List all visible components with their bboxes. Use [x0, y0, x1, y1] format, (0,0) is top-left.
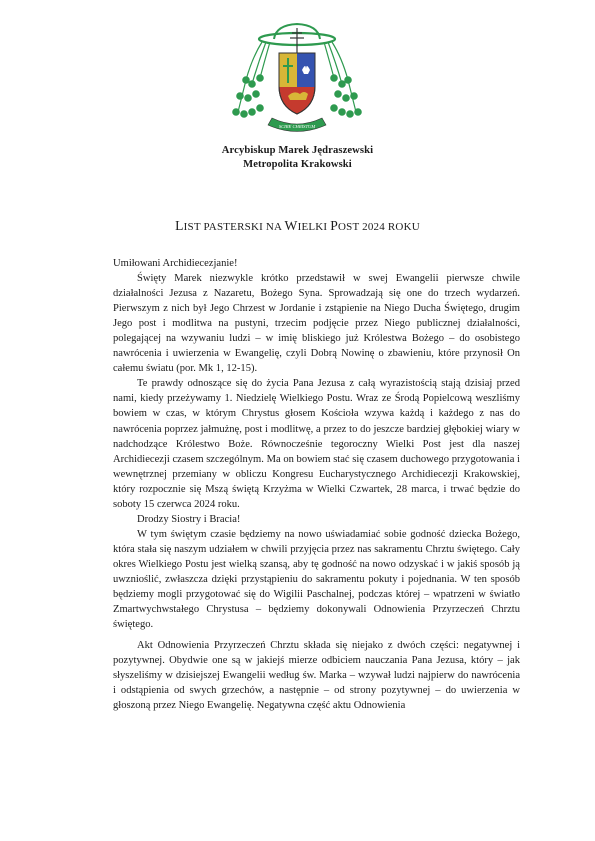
document-title [0, 218, 595, 234]
title-part-3: OST 2024 ROKU [338, 221, 420, 233]
paragraph-4: Akt Odnowienia Przyrzeczeń Chrztu składa się niejako z dwóch części: negatywnej i pozytywnej. Obydwie one są w jakiejś mierze odbiciem nauczania Pana Jezusa, który – jak słyszeliśmy w dzisiejszej Ewangelii według św. Marka – wzywał ludzi najpierw do nawrócenia i odstąpienia od swych grzechów, a następnie – od strony pozytywnej – do uwierzenia w głoszoną przez Niego Ewangelię. Negatywna część aktu Odnowienia [113, 640, 520, 712]
tassels-right-icon [324, 42, 361, 117]
salutation-2: Drodzy Siostry i Bracia! [137, 513, 241, 525]
author-block [0, 144, 595, 172]
shield-icon [279, 53, 315, 114]
motto-ribbon [268, 118, 326, 132]
title-cap-p: P [330, 218, 339, 233]
paragraph-3: W tym świętym czasie będziemy na nowo uświadamiać sobie godność dziecka Bożego, która stała się naszym udziałem w chwili przyjęcia przez nas sakramentu Chrztu świętego. Cały okres Wielkiego Postu jest wielką szansą, aby tę godność na nowo odzyskać i w jakiś sposób ją uwznioślić, zwłaszcza dzięki przystąpieniu do sakramentu pokuty i pojednania. W ten sposób będziemy mogli przygotować się do Wigilii Paschalnej, podczas której – wpatrzeni w światło Zmartwychwstałego Chrystusa – będziemy dokonywali Odnowienia Przyrzeczeń Chrztu świętego. [113, 528, 520, 631]
title-part-1: IST PASTERSKI NA [183, 221, 285, 233]
title-part-2: IELKI [297, 221, 331, 233]
author-name: Arcybiskup Marek Jędraszewski [221, 145, 374, 156]
tassels-left-icon [233, 42, 270, 117]
title-cap-l: L [175, 218, 184, 233]
motto-text: SCIRE CHRISTUM [278, 124, 316, 129]
paragraph-1: Święty Marek niezwykle krótko przedstawił w swej Ewangelii pierwsze chwile działalności Jezusa z Nazaretu, Bożego Syna. Sprowadzają się one do trzech wydarzeń. Pierwszym z nich był Jego Chrzest w Jordanie i zstąpienie na Niego Ducha Świętego, drugim Jego post i modlitwa na pustyni, trzecim podjęcie przez Niego publicznej działalności, polegającej na wzywaniu ludzi – w imię bliskiego już Królestwa Bożego – do osobistego nawrócenia i uwierzenia w Ewangelię, czyli Dobrą Nowinę o zbawieniu, które przynosił On całemu światu (por. Mk 1, 12-15). [113, 273, 520, 375]
letter-body [113, 256, 520, 713]
title-cap-w: W [284, 218, 298, 233]
salutation: Umiłowani Archidiecezjanie! [113, 258, 238, 269]
processional-cross-icon [290, 28, 304, 53]
author-title: Metropolita Krakowski [243, 159, 352, 170]
paragraph-2: Te prawdy odnoszące się do życia Pana Jezusa z całą wyrazistością stają dzisiaj przed nami, kiedy przeżywamy 1. Niedzielę Wielkiego Postu. Wraz ze Środą Popielcową weszliśmy bowiem w czas, w którym Chrystus głosem Kościoła wzywa każdą i każdego z nas do nawrócenia poprzez jałmużnę, post i modlitwę, a przez to do jeszcze bardziej głębokiej wiary w nadchodzące Królestwo Boże. Równocześnie tegoroczny Wielki Post jest dla naszej Archidiecezji czasem szczególnym. Ma on bowiem stać się czasem duchowego przygotowania i wewnętrznej przemiany w obliczu Kongresu Eucharystycznego Archidiecezji Krakowskiej, który rozpocznie się Mszą świętą Krzyżma w Wielki Czwartek, 28 marca, i trwać będzie do soboty 15 czerwca 2024 roku. [113, 378, 520, 510]
coat-of-arms [222, 8, 372, 138]
